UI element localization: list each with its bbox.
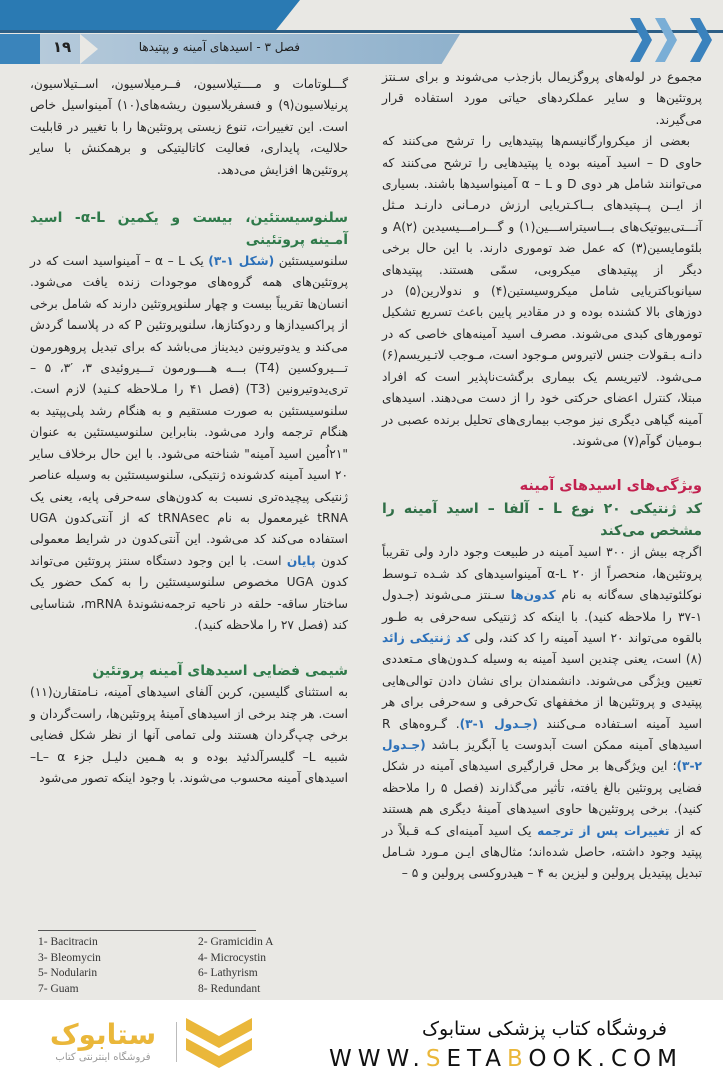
text: یک α – L – آمینواسید است که در پروتئین‌های همه گروه‌های موجودات زنده یافت می‌شود. انسان‌ها تقریباً بیست و چهار سلنوپروتئین دارند که شامل برخی از پراکسیدازها و ردوکتازها، سلنوپروتئین P که در پلاسما گردش می‌کند و یدوتیرونین دیدیناز می‌باشد که برای تبدیل پروهورمون تـــیروکسین (T4) بـــه هــــورمون تـــیروئیدی ۳، ′۳، ۵ – تری‌یدوتیرونین (T3) (فصل ۴۱ را مـلاحظه کـنید) لازم است. سلنوسیستئین به صورت مستقیم و به هنگام رشد پلی‌پپتید به هنگام ترجمه وارد می‌شود. بنابراین سلنوسیستئین به عنوان "۲۱اُمین اسید آمینه" شناخته می‌شود. با این حال برخلاف سایر ۲۰ اسید آمینه کدشونده ژنتیکی، سلنوسیستئین به وسیله عناصر ژنتیکی پیچیده‌تری نسبت به کدون‌های سه‌حرفی پایه، یعنی یک tRNA غیرمعمول به نام tRNAsec که از آنتی‌کدون UGA استفاده می‌کند کد می‌شود. این آنتی‌کدون در شرایط معمولی کدون bbox=[30, 254, 349, 568]
glossary-link-stop[interactable]: پایان bbox=[286, 553, 316, 568]
text: سـنتز مـی‌شوند (جـدول ۱-۳۷ را ملاحظه کنید). با اینکه کد ژنتیکی سه‌حرفی به طـور بالقوه می‌تواند ۲۰ اسید آمینه را کد کند، ولی bbox=[382, 588, 702, 645]
text: . گـروه‌های R اسیدهای آمینه ممکن است آبدوست یا آبگریز بـاشد bbox=[382, 716, 702, 752]
url-part: WWW. bbox=[328, 1046, 426, 1072]
paragraph-reabsorption: مجموع در لوله‌های پروگزیمال بازجذب می‌شوند و برای سـنتز پروتئین‌ها و سایر عملکردهای حیاتی مورد استفاده قرار می‌گیرند. bbox=[382, 70, 702, 127]
text: سلنوسیستئین bbox=[278, 254, 349, 269]
footnote: 3- Bleomycin bbox=[38, 951, 101, 964]
table-link-3-1[interactable]: (جـدول ۱-۳) bbox=[459, 716, 538, 731]
chevron-icon bbox=[630, 18, 652, 62]
footnote: 8- Redundant bbox=[198, 982, 261, 995]
chapter-title: فصل ۳ - اسیدهای آمینه و پپتیدها bbox=[138, 40, 300, 54]
table-link-3-2[interactable]: (جـدول ۲-۳) bbox=[382, 737, 702, 774]
left-column bbox=[30, 74, 348, 789]
footnote-rule bbox=[38, 930, 256, 931]
glossary-link-redundant-code[interactable]: کد ژنتیکی زائد bbox=[382, 630, 470, 645]
section-heading-selenocysteine: سلنوسیستئین، بیست و یکمین α-L- اسید آمـینه پروتئینی bbox=[30, 210, 348, 249]
glossary-link-post-translational[interactable]: تغییرات پس از ترجمه bbox=[537, 823, 670, 838]
store-logo-wordmark: ستابوک bbox=[49, 1018, 157, 1051]
logo-divider bbox=[176, 1022, 177, 1062]
chevron-icon bbox=[655, 18, 677, 62]
footnote: 6- Lathyrism bbox=[198, 967, 258, 979]
header-rule bbox=[0, 30, 723, 33]
paragraph-stereochemistry: به استثنای گلیسین، کربن آلفای اسیدهای آمینه، نـامتقارن(۱۱) است. هر چند برخی از اسیدهای آمینهٔ پروتئین‌ها، راست‌گردان و برخی چپ‌گردان هستند ولی تمامی آنها از نظر شکل فضایی شبیه L– گلیسرآلدئید بوده و به هـمین دلیـل جزء L– α– اسیدهای آمینه محسوب می‌شوند. با وجود اینکه تصور می‌شود bbox=[30, 685, 348, 785]
paragraph-selenocysteine bbox=[30, 251, 348, 636]
text: (۸) است، یعنی چندین اسید آمینه به وسیله کـدون‌های مـتعددی تعیین ویژگی می‌شوند. دانشمندان برای نشان دادن توالی‌هایی پپتیدی و پروتئین‌ها از مخففهای تک‌حرفی و سه‌حرفی برای هر اسید آمینه اسـتفاده مـی‌کنند bbox=[382, 652, 702, 731]
paragraph-genetic-code bbox=[382, 542, 702, 885]
footnote: 7- Guam bbox=[38, 982, 79, 995]
intro-paragraph: گـــلوتامات و مــــتیلاسیون، فــرمیلاسیون، اســتیلاسیون، پرنیلاسیون(۹) و فسفریلاسیون ریشه‌های(۱۰) آمینواسیل خاص است. این تغییرات، تنوع زیستی پروتئین‌ها را با تغییر در قابلیت حلالیت، پایداری، فعالیت کاتالیتیکی و برهمکنش با سایر پروتئین‌ها افزایش می‌دهد. bbox=[30, 77, 348, 177]
footnote: 1- Bacitracin bbox=[38, 936, 98, 948]
subsection-heading-genetic-code: کد ژنتیکی ۲۰ نوع L - آلفا – اسید آمینه را مشخص می‌کند bbox=[382, 501, 702, 540]
paragraph-microbial-peptides: بعضی از میکروارگانیسم‌ها پپتیدهایی را ترشح می‌کنند که حاوی D – اسید آمینه بوده یا پپتیدهایی را ترشح می‌کنند که می‌توانند شامل هر دوی D و α – L آمینواسیدها باشند. بسیاری از ایــن پــپتیدهای بــاکـتریایی ارزش درمـانی دارنـد مـثل آنـــتی‌بیوتیک‌های بـــاسیتراســـین(۱) و گـــرامـــیسیدین A(۲) و بلئومایسین(۳) که عمل ضد توموری دارند. با این حال برخی دیگر از پپتیدهای میکروبی، سمّی هستند. پپتیدهای سیانوباکتریایی شامل میکروسیستین(۴) و ندولارین(۵) در دوزهای بالا کشنده بوده و در مقادیر پایین باعث تسریع تشکیل تومورهای کبدی می‌شوند. مصرف اسید آمینه‌های خاصی که در دانـه بـقولات جنس لاتیروس مـوجود است، مـوجب لاتـیریسم(۶) مـی‌شود. لاتیریسم یک بیماری برگشت‌ناپذیر است که افراد مبتلا، کنترل اعضای حرکتی خود را از دست می‌دهند. اسیدهای آمینه گیاهی دیگری نیز موجب بیماری‌های تحلیل برنده عصبی در بـومیان گوآم(۷) می‌شوند. bbox=[382, 134, 703, 448]
header-decoration bbox=[0, 0, 300, 30]
page-number: ۱۹ bbox=[52, 38, 72, 56]
chevron-icon bbox=[690, 18, 712, 62]
text: است. با این وجود دستگاه سنتز پروتئین می‌تواند کدون UGA مخصوص سلنوسیستئین را به کمک حضور یک ساختار ساقه- حلقه در ناحیه ترجمه‌نشوندهٔ mRNA، شناسایی کند (فصل ۲۷ را ملاحظه کنید). bbox=[30, 553, 349, 632]
url-part: B bbox=[507, 1046, 529, 1072]
glossary-link-codons[interactable]: کدون‌ها bbox=[510, 588, 556, 603]
text: اگرچه بیش از ۳۰۰ اسید آمینه در طبیعت وجود دارد ولی تقریباً پروتئین‌ها، منحصراً از ۲۰ α-L آمینواسیدهای کد شـده تـوسط نوکلئوتیدهای سه‌گانه به نام bbox=[382, 545, 703, 603]
url-part: S bbox=[425, 1046, 447, 1072]
right-column bbox=[382, 67, 702, 885]
text: ؛ این ویژگی‌ها بر محل قرارگیری اسیدهای آمینه در شکل فضایی پروتئین بالغ یافته، تأثیر می‌گذارند (فصل ۵ را ملاحظه کنید). برخی پروتئین‌ها حاوی اسیدهای آمینهٔ دیگری هم هستند که از bbox=[382, 759, 703, 838]
section-heading-properties: ویژگی‌های اسیدهای آمینه bbox=[519, 478, 702, 495]
url-part: ETA bbox=[446, 1046, 508, 1072]
footnotes bbox=[38, 935, 338, 997]
footnote: 5- Nodularin bbox=[38, 967, 98, 979]
page-number-box bbox=[0, 34, 40, 64]
footnote: 4- Microcystin bbox=[198, 951, 267, 964]
store-url[interactable] bbox=[329, 1046, 683, 1072]
figure-link[interactable]: (شکل ۱-۳) bbox=[208, 254, 275, 269]
store-logo-subtitle: فروشگاه اینترنتی کتاب bbox=[55, 1052, 151, 1063]
section-heading-stereochemistry: شیمی فضایی اسیدهای آمینه پروتئین bbox=[92, 663, 348, 680]
url-part: OOK.COM bbox=[528, 1046, 683, 1072]
store-name: فروشگاه کتاب پزشکی ستابوک bbox=[421, 1018, 667, 1040]
store-logo-chevron-icon bbox=[186, 1018, 252, 1072]
text: یک اسید آمینه‌ای کـه قـبلاً در پپتید وجود داشته، حاصل شده‌اند؛ مثال‌های ایـن مـورد شـامل تبدیل پپتیدیل پرولین و لیزین به ۴ – هیدروکسی پرولین و ۵ – bbox=[382, 823, 702, 881]
footnote: 2- Gramicidin A bbox=[198, 936, 274, 948]
